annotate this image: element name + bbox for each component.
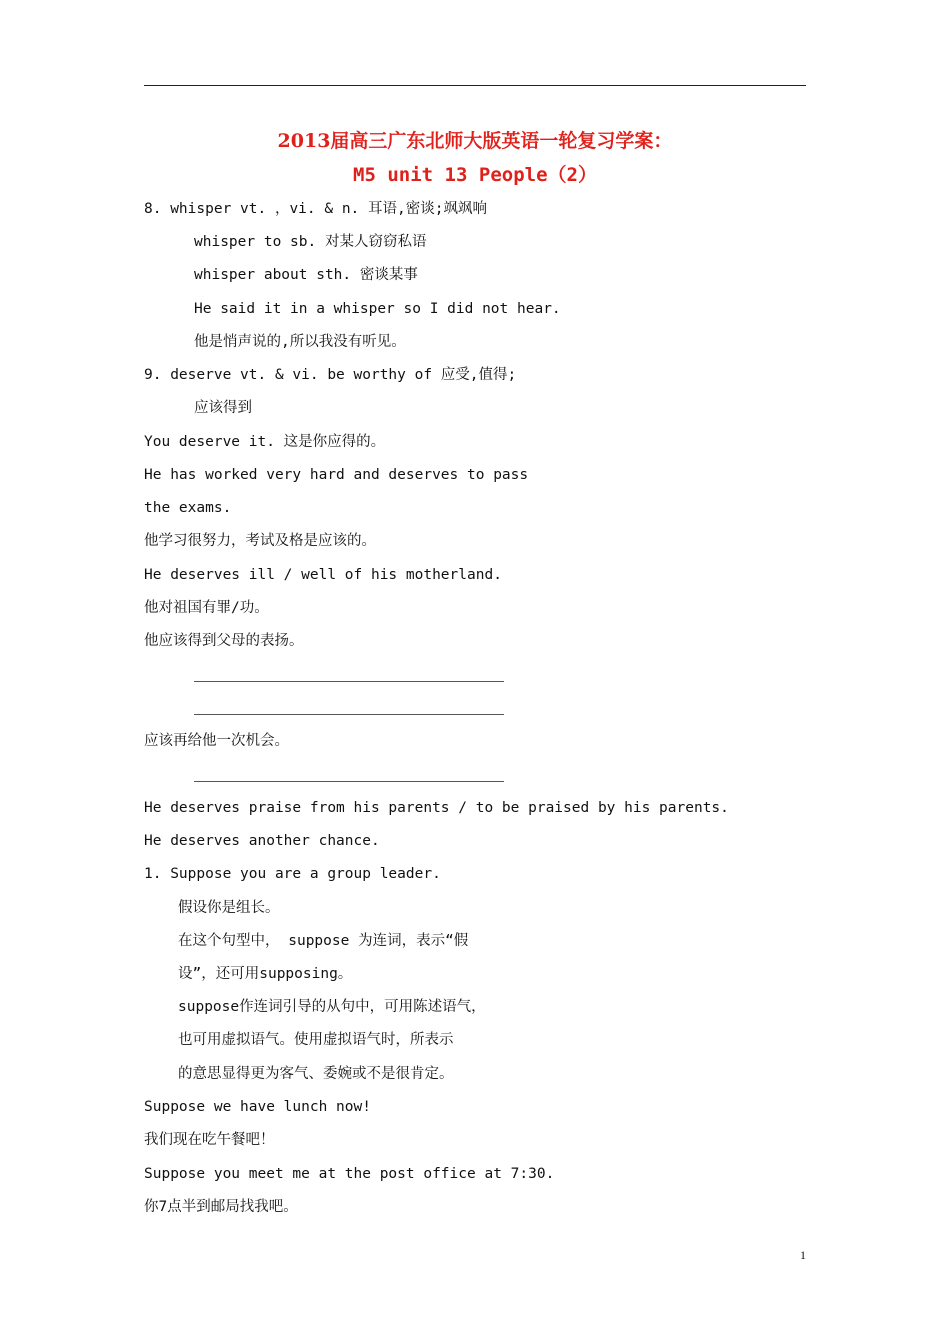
text-line: 他对祖国有罪/功。 xyxy=(144,600,269,616)
text-line: whisper about sth. 密谈某事 xyxy=(194,267,418,283)
text-line: 他学习很努力，考试及格是应该的。 xyxy=(144,533,376,549)
text-line: 我们现在吃午餐吧！ xyxy=(144,1132,275,1148)
text-line: 他是悄声说的,所以我没有听见。 xyxy=(194,334,406,350)
text-line: 他应该得到父母的表扬。 xyxy=(144,633,304,649)
text-line: suppose作连词引导的从句中，可用陈述语气， xyxy=(178,999,486,1015)
text-line: He deserves praise from his parents / to be praised by his parents. xyxy=(144,800,729,816)
text-line: He deserves ill / well of his motherland. xyxy=(144,567,502,583)
text-line: He has worked very hard and deserves to pass xyxy=(144,467,529,483)
text-line: whisper to sb. 对某人窃窃私语 xyxy=(194,234,427,250)
text-line: You deserve it. 这是你应得的。 xyxy=(144,434,386,450)
answer-blank xyxy=(194,714,504,715)
header-rule xyxy=(144,85,806,86)
page-title: 2013届高三广东北师大版英语一轮复习学案： xyxy=(277,130,673,152)
text-line: Suppose we have lunch now! xyxy=(144,1099,371,1115)
text-line: He said it in a whisper so I did not hear. xyxy=(194,301,561,317)
page-number: 1 xyxy=(800,1248,806,1262)
text-line: the exams. xyxy=(144,500,232,516)
text-line: 的意思显得更为客气、委婉或不是很肯定。 xyxy=(178,1066,454,1082)
text-line: 假设你是组长。 xyxy=(178,900,280,916)
text-line: 也可用虚拟语气。使用虚拟语气时，所表示 xyxy=(178,1032,454,1048)
text-line: 你7点半到邮局找我吧。 xyxy=(144,1199,298,1215)
text-line: 应该再给他一次机会。 xyxy=(144,733,289,749)
page-subtitle: M5 unit 13 People（2） xyxy=(353,164,597,186)
text-line: 8. whisper vt. ，vi. & n. 耳语,密谈;飒飒响 xyxy=(144,201,487,217)
text-line: He deserves another chance. xyxy=(144,833,380,849)
text-line: 1. Suppose you are a group leader. xyxy=(144,866,441,882)
answer-blank xyxy=(194,681,504,682)
answer-blank xyxy=(194,781,504,782)
text-line: Suppose you meet me at the post office at 7:30. xyxy=(144,1166,555,1182)
text-line: 设”，还可用supposing。 xyxy=(178,966,353,982)
text-line: 在这个句型中， suppose 为连词，表示“假 xyxy=(178,933,469,949)
text-line: 应该得到 xyxy=(194,400,252,416)
text-line: 9. deserve vt. & vi. be worthy of 应受,值得; xyxy=(144,367,517,383)
